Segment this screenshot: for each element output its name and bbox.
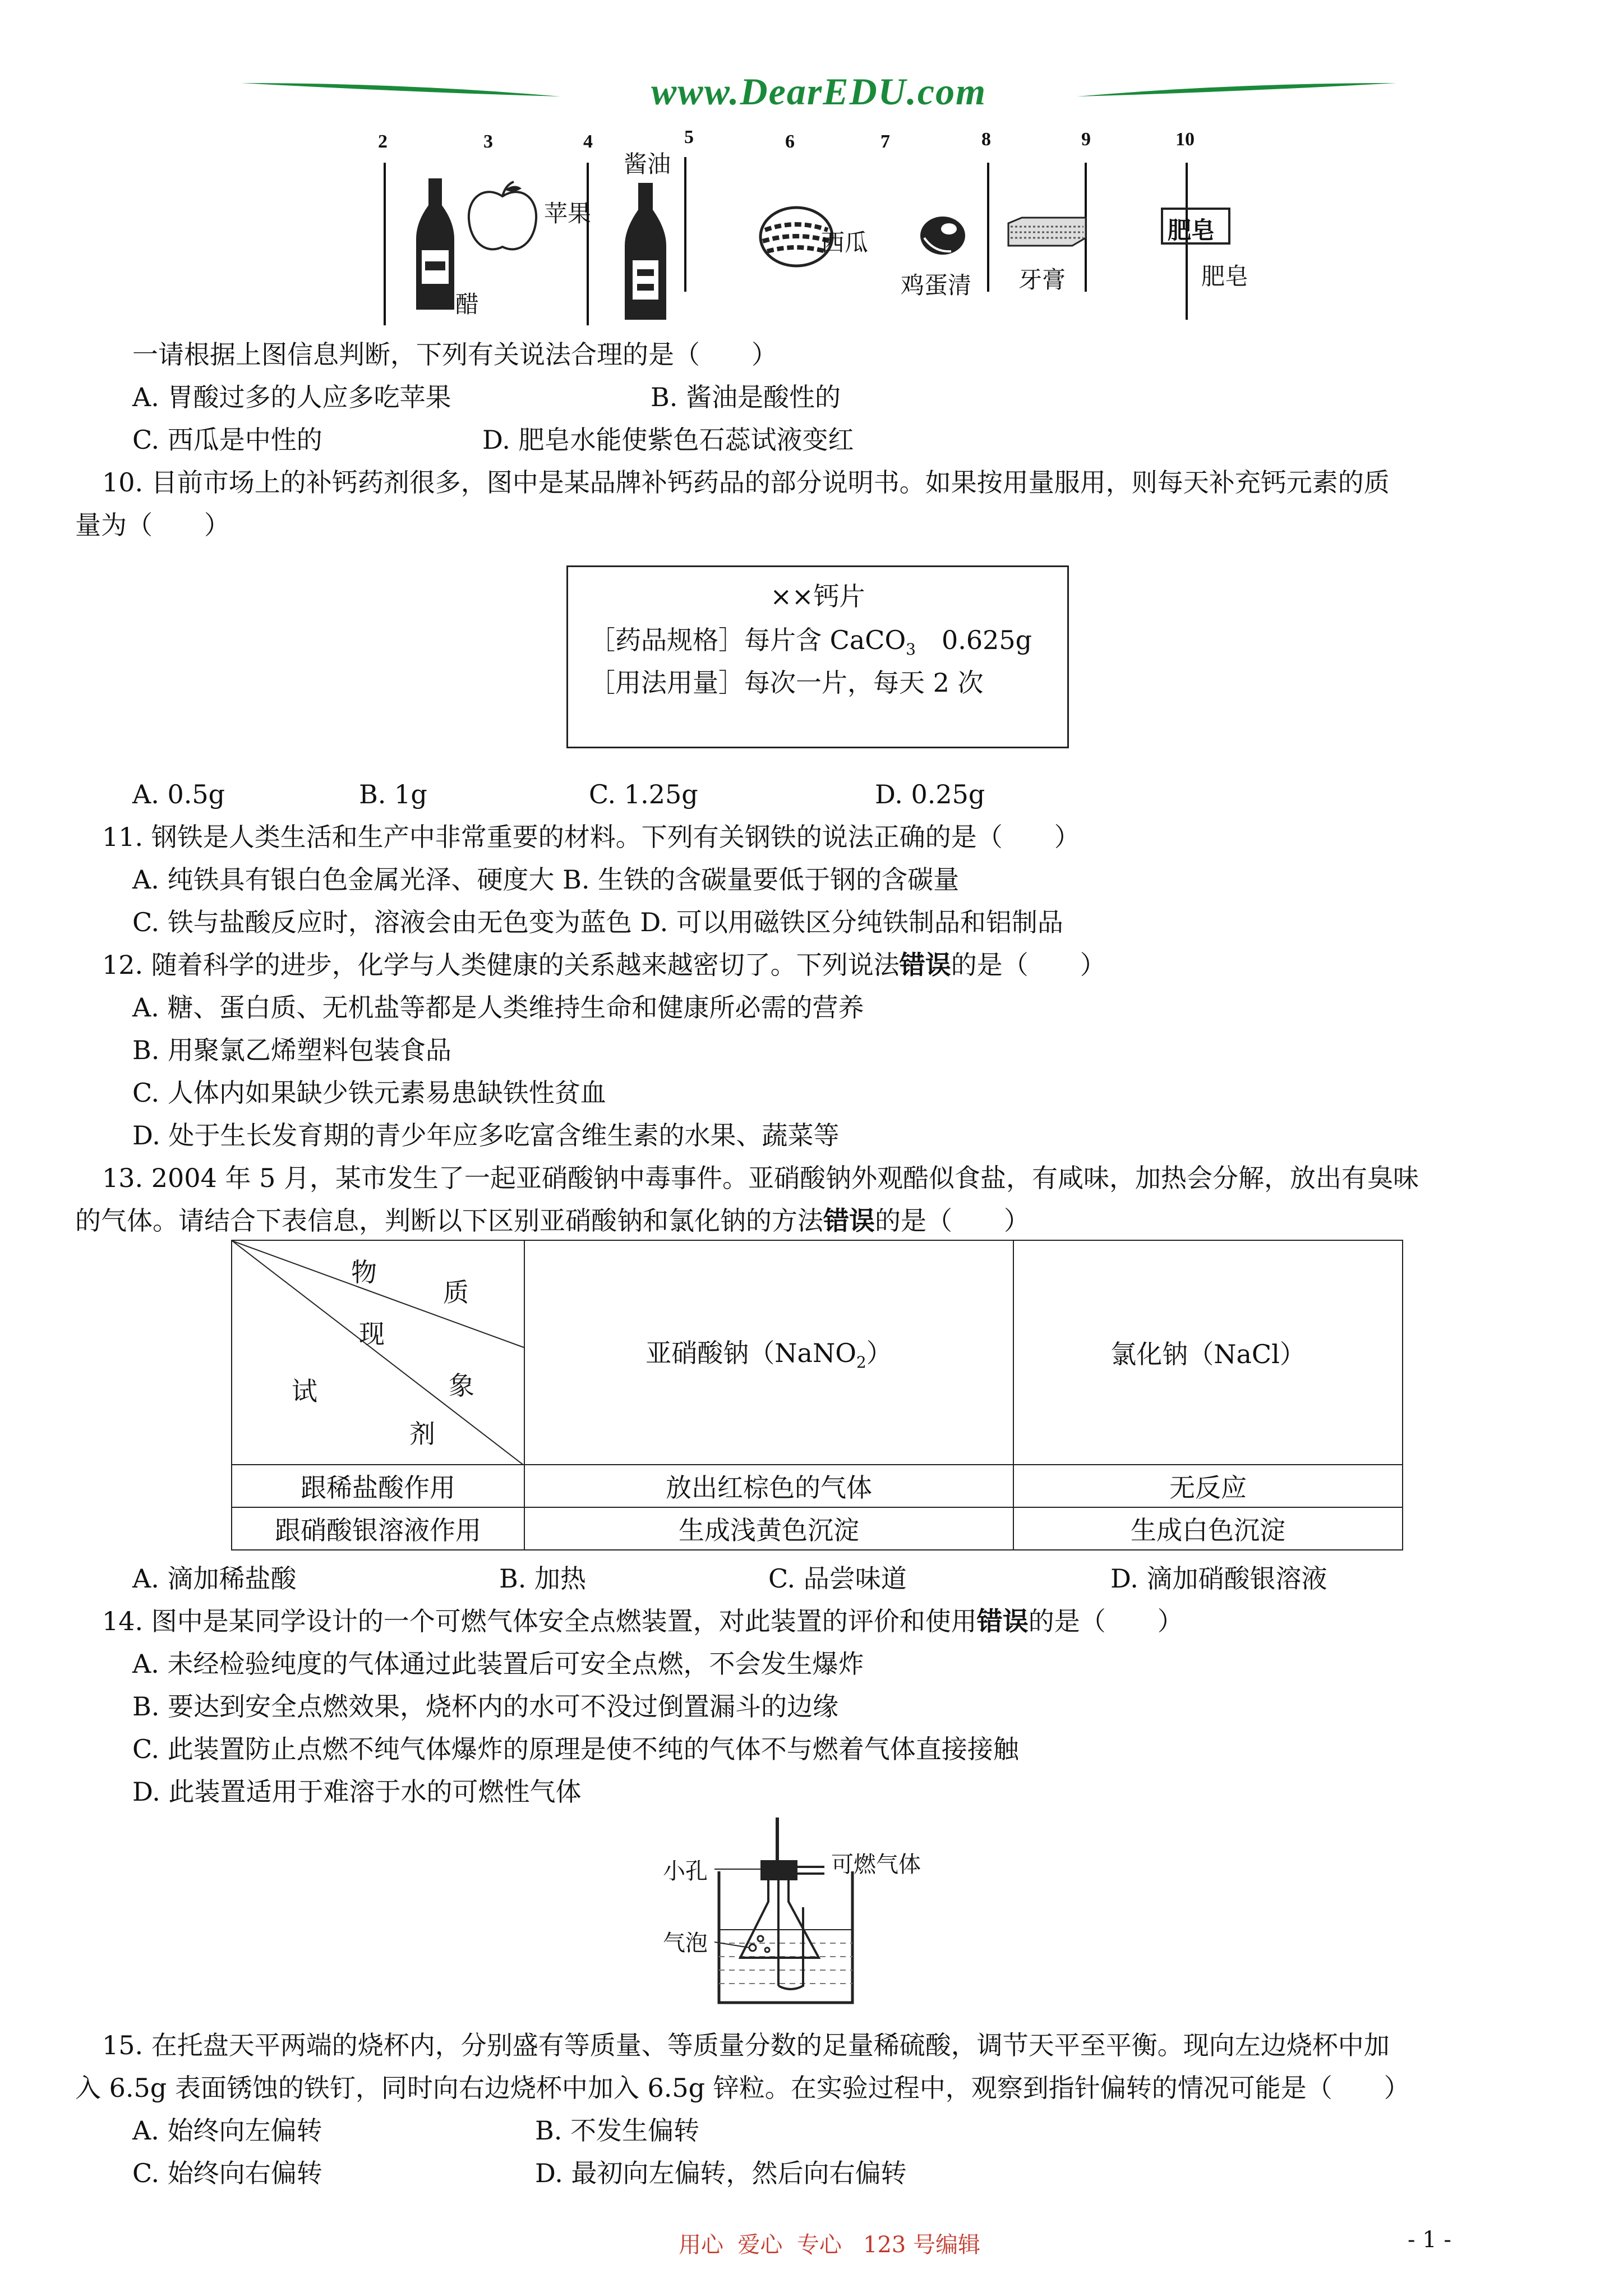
q14-option-b[interactable]: B. 要达到安全点燃效果，烧杯内的水可不没过倒置漏斗的边缘: [132, 1691, 839, 1722]
scale-number: 7: [880, 131, 890, 152]
scale-figure: [359, 123, 1290, 331]
q14-option-d[interactable]: D. 此装置适用于难溶于水的可燃性气体: [132, 1777, 582, 1807]
q12-option-b[interactable]: B. 用聚氯乙烯塑料包装食品: [132, 1035, 452, 1065]
soap-box-label: 肥皂: [1168, 217, 1215, 244]
vinegar-label: 醋: [455, 291, 479, 318]
scale-number: 6: [785, 131, 795, 152]
corner-xiang: 象: [449, 1370, 474, 1401]
corner-xian: 现: [359, 1319, 385, 1349]
q10-option-d[interactable]: D. 0.25g: [875, 779, 985, 809]
corner-wu: 物: [351, 1257, 377, 1287]
scale-number: 3: [483, 131, 493, 152]
q12-stem: 12. 随着科学的进步，化学与人类健康的关系越来越密切了。下列说法错误的是（ ）: [102, 950, 1106, 980]
q10-stem: 10. 目前市场上的补钙药剂很多，图中是某品牌补钙药品的部分说明书。如果按用量服用，则每天补充钙元素的质: [102, 467, 1390, 498]
table-cell: 无反应: [1013, 1465, 1403, 1507]
scale-tick: [987, 163, 989, 292]
q13-option-d[interactable]: D. 滴加硝酸银溶液: [1110, 1563, 1327, 1594]
footer-center: 用心 爱心 专心 123 号编辑: [679, 2232, 981, 2258]
scale-tick: [384, 163, 386, 325]
apple-icon: [463, 180, 542, 258]
label-small-hole: 小孔: [663, 1858, 708, 1884]
q12-option-d[interactable]: D. 处于生长发育期的青少年应多吃富含维生素的水果、蔬菜等: [132, 1120, 840, 1151]
box-usage: ［用法用量］每次一片，每天 2 次: [589, 668, 984, 698]
apple-label: 苹果: [544, 200, 592, 227]
q13-stem-cont: 的气体。请结合下表信息，判断以下区别亚硝酸钠和氯化钠的方法错误的是（ ）: [75, 1205, 1030, 1236]
q9-stem: 一请根据上图信息判断，下列有关说法合理的是（ ）: [132, 339, 777, 370]
q10-option-c[interactable]: C. 1.25g: [589, 779, 698, 809]
q15-option-a[interactable]: A. 始终向左偏转: [132, 2115, 322, 2146]
table-corner-cell: [232, 1240, 524, 1465]
soy-sauce-bottle-icon: [620, 182, 671, 322]
q15-option-b[interactable]: B. 不发生偏转: [535, 2115, 700, 2146]
q14-option-c[interactable]: C. 此装置防止点燃不纯气体爆炸的原理是使不纯的气体不与燃着气体直接接触: [132, 1734, 1019, 1764]
watermelon-label: 西瓜: [821, 229, 869, 256]
scale-number: 10: [1175, 129, 1195, 150]
q13-option-a[interactable]: A. 滴加稀盐酸: [132, 1563, 297, 1594]
q9-option-a[interactable]: A. 胃酸过多的人应多吃苹果: [132, 382, 451, 412]
q9-option-d[interactable]: D. 肥皂水能使紫色石蕊试液变红: [482, 425, 854, 455]
q11-stem: 11. 钢铁是人类生活和生产中非常重要的材料。下列有关钢铁的说法正确的是（ ）: [102, 822, 1080, 852]
q15-stem: 15. 在托盘天平两端的烧杯内，分别盛有等质量、等质量分数的足量稀硫酸，调节天平至平衡。现向左边烧杯中加: [102, 2030, 1390, 2060]
q10-stem-cont: 量为（ ）: [75, 510, 230, 540]
vinegar-bottle-icon: [413, 177, 458, 312]
table-cell: 放出红棕色的气体: [524, 1465, 1013, 1507]
q12-option-a[interactable]: A. 糖、蛋白质、无机盐等都是人类维持生命和健康所必需的营养: [132, 992, 864, 1023]
corner-shi: 试: [292, 1376, 317, 1406]
scale-number: 8: [981, 129, 991, 150]
q15-stem-cont: 入 6.5g 表面锈蚀的铁钉，同时向右边烧杯中加入 6.5g 锌粒。在实验过程中，观察到指针偏转的情况可能是（ ）: [75, 2073, 1410, 2103]
label-combustible-gas: 可燃气体: [831, 1852, 921, 1878]
apparatus-figure: [656, 1818, 1004, 2014]
q12-option-c[interactable]: C. 人体内如果缺少铁元素易患缺铁性贫血: [132, 1078, 606, 1108]
comparison-table: [231, 1240, 1403, 1550]
table-header-nacl: 氯化钠（NaCl）: [1013, 1240, 1403, 1465]
q15-option-d[interactable]: D. 最初向左偏转，然后向右偏转: [535, 2158, 907, 2188]
toothpaste-icon: [1005, 215, 1089, 249]
soy-sauce-label: 酱油: [624, 150, 671, 178]
corner-ji: 剂: [409, 1419, 435, 1449]
label-bubble: 气泡: [663, 1930, 708, 1956]
q9-option-b[interactable]: B. 酱油是酸性的: [651, 382, 841, 412]
diagonal-lines: [232, 1241, 524, 1465]
q15-option-c[interactable]: C. 始终向右偏转: [132, 2158, 322, 2188]
scale-number: 9: [1081, 129, 1091, 150]
q14-stem: 14. 图中是某同学设计的一个可燃气体安全点燃装置，对此装置的评价和使用错误的是（ ）: [102, 1606, 1183, 1636]
table-cell: 跟稀盐酸作用: [232, 1465, 524, 1507]
q10-option-a[interactable]: A. 0.5g: [132, 779, 225, 809]
medicine-label-box: [566, 565, 1069, 748]
box-title: ××钙片: [770, 581, 865, 611]
beaker-funnel-icon: [656, 1818, 1004, 2014]
q10-option-b[interactable]: B. 1g: [359, 779, 427, 809]
header-banner: [236, 67, 1402, 118]
q9-option-c[interactable]: C. 西瓜是中性的: [132, 425, 322, 455]
corner-zhi: 质: [443, 1277, 469, 1308]
soap-box: [1161, 208, 1230, 245]
q13-stem: 13. 2004 年 5 月，某市发生了一起亚硝酸钠中毒事件。亚硝酸钠外观酷似食盐，有咸味，加热会分解，放出有臭味: [102, 1163, 1419, 1193]
toothpaste-label: 牙膏: [1018, 266, 1066, 293]
scale-number: 4: [583, 131, 593, 152]
footer-page-number: - 1 -: [1408, 2227, 1451, 2253]
q11-options-ab[interactable]: A. 纯铁具有银白色金属光泽、硬度大 B. 生铁的含碳量要低于钢的含碳量: [132, 864, 960, 895]
scale-number: 5: [684, 127, 694, 148]
scale-tick: [587, 163, 589, 325]
table-header-nano2: 亚硝酸钠（NaNO$_2$）: [524, 1240, 1013, 1465]
site-title[interactable]: www.DearEDU.com: [651, 70, 986, 113]
q14-option-a[interactable]: A. 未经检验纯度的气体通过此装置后可安全点燃，不会发生爆炸: [132, 1649, 864, 1679]
table-cell: 跟硝酸银溶液作用: [232, 1507, 524, 1550]
q11-options-cd[interactable]: C. 铁与盐酸反应时，溶液会由无色变为蓝色 D. 可以用磁铁区分纯铁制品和铝制品: [132, 907, 1063, 937]
scale-tick: [684, 157, 686, 292]
q13-option-c[interactable]: C. 品尝味道: [768, 1563, 907, 1594]
scale-number: 2: [378, 131, 388, 152]
table-cell: 生成白色沉淀: [1013, 1507, 1403, 1550]
soap-label: 肥皂: [1201, 263, 1249, 290]
egg-white-label: 鸡蛋清: [901, 272, 972, 299]
table-cell: 生成浅黄色沉淀: [524, 1507, 1013, 1550]
egg-white-icon: [917, 213, 968, 258]
q13-option-b[interactable]: B. 加热: [499, 1563, 587, 1594]
box-spec: ［药品规格］每片含 CaCO$_3$ 0.625g: [589, 625, 1032, 659]
